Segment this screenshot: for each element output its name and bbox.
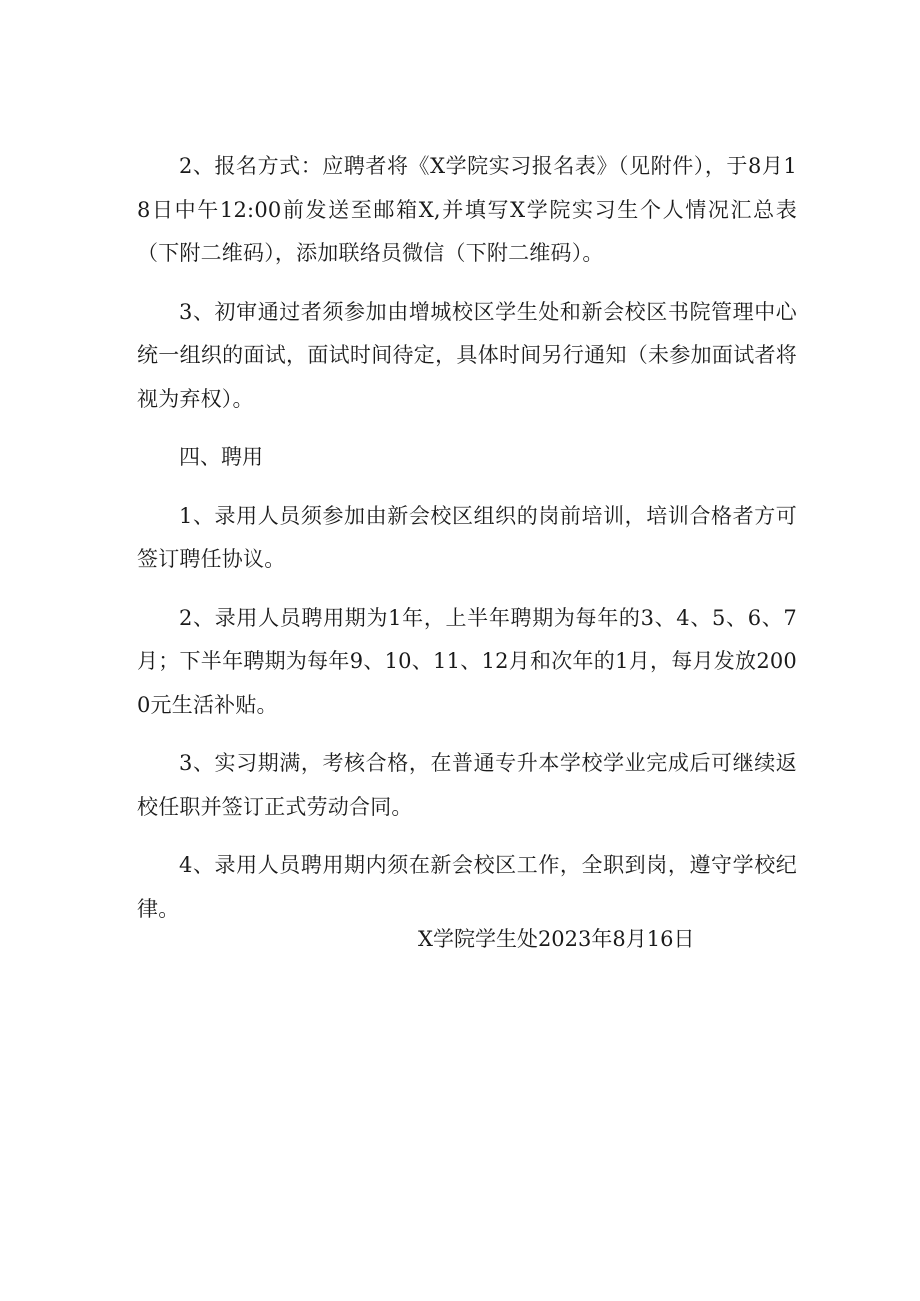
document-body [137, 145, 797, 946]
paragraph-training: 1、录用人员须参加由新会校区组织的岗前培训，培训合格者方可签订聘任协议。 [137, 503, 797, 571]
paragraph-registration-method: 2、报名方式：应聘者将《X学院实习报名表》（见附件），于8月18日中午12:00前发送至邮箱X,并填写X学院实习生个人情况汇总表（下附二维码），添加联络员微信（下附二维码）。 [137, 154, 797, 265]
signature-line: X学院学生处2023年8月16日 [418, 927, 695, 951]
paragraph-internship-completion: 3、实习期满，考核合格，在普通专升本学校学业完成后可继续返校任职并签订正式劳动合同。 [137, 751, 797, 819]
section-heading-employment: 四、聘用 [179, 445, 263, 469]
paragraph-work-location: 4、录用人员聘用期内须在新会校区工作，全职到岗，遵守学校纪律。 [137, 853, 797, 921]
paragraph-interview: 3、初审通过者须参加由增城校区学生处和新会校区书院管理中心统一组织的面试，面试时间待定，具体时间另行通知（未参加面试者将视为弃权）。 [137, 299, 797, 411]
paragraph-employment-period: 2、录用人员聘用期为1年，上半年聘期为每年的3、4、5、6、7月；下半年聘期为每年9、10、11、12月和次年的1月，每月发放2000元生活补贴。 [137, 605, 797, 717]
